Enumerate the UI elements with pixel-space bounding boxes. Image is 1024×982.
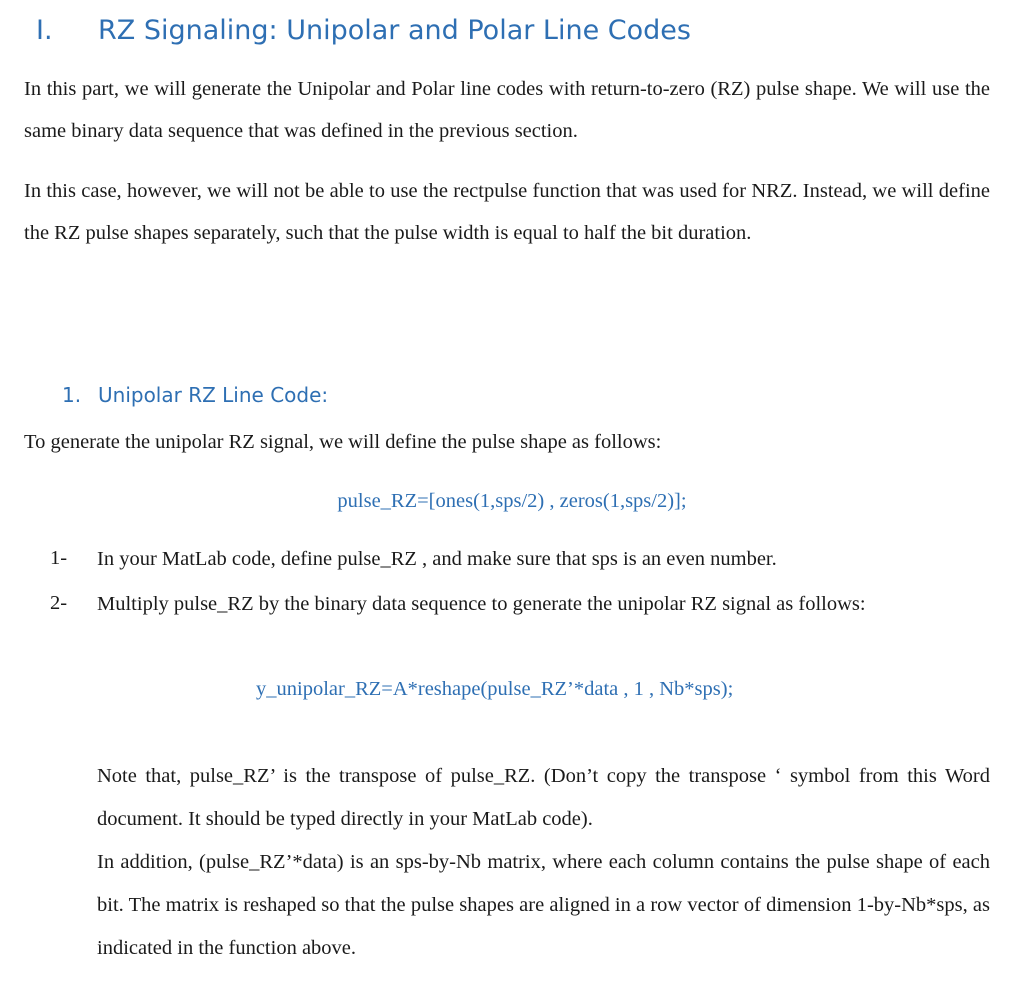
section-title: RZ Signaling: Unipolar and Polar Line Codes bbox=[98, 15, 691, 46]
subsection-number: 1. bbox=[62, 383, 82, 407]
subsection-title: Unipolar RZ Line Code: bbox=[98, 383, 329, 407]
note-transpose: Note that, pulse_RZ’ is the transpose of pulse_RZ. (Don’t copy the transpose ‘ symbol from this Word document. It should be typed directly in your MatLab code). bbox=[97, 765, 990, 830]
code-pulse-rz: pulse_RZ=[ones(1,sps/2) , zeros(1,sps/2)]; bbox=[337, 490, 687, 512]
note-matrix: In addition, (pulse_RZ’*data) is an sps-by-Nb matrix, where each column contains the pulse shape of each bit. The matrix is reshaped so that the pulse shapes are aligned in a row vector of dimension 1-by-Nb*sps, as indicated in the function above. bbox=[97, 851, 990, 959]
step-1-text: In your MatLab code, define pulse_RZ , and make sure that sps is an even number. bbox=[97, 548, 777, 570]
step-1-number: 1- bbox=[50, 547, 68, 569]
step-2-number: 2- bbox=[50, 592, 68, 614]
step-2-text: Multiply pulse_RZ by the binary data sequence to generate the unipolar RZ signal as follows: bbox=[97, 593, 866, 615]
intro-paragraph-1: In this part, we will generate the Unipolar and Polar line codes with return-to-zero (RZ) pulse shape. We will use the same binary data sequence that was defined in the previous section. bbox=[24, 78, 990, 142]
section-number: I. bbox=[36, 15, 53, 46]
code-y-unipolar-rz: y_unipolar_RZ=A*reshape(pulse_RZ’*data , 1 , Nb*sps); bbox=[256, 678, 734, 700]
intro-paragraph-2: In this case, however, we will not be able to use the rectpulse function that was used for NRZ. Instead, we will define the RZ pulse shapes separately, such that the pulse width is equal to half the bit duration. bbox=[24, 180, 990, 244]
lead-sentence: To generate the unipolar RZ signal, we will define the pulse shape as follows: bbox=[24, 431, 662, 453]
